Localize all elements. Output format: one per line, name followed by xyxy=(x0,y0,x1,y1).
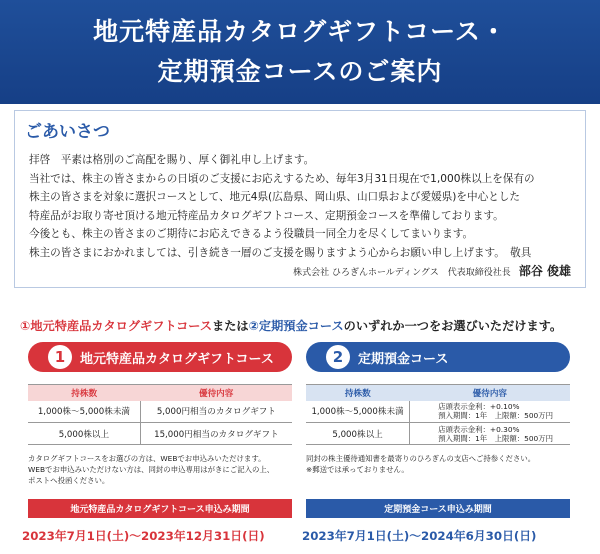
col-shares: 持株数 xyxy=(28,385,140,401)
course2-title-pill xyxy=(306,342,570,372)
course2-title: 定期預金コース xyxy=(358,351,449,367)
greeting-line: 当社では、株主の皆さまからの日頃のご支援にお応えするため、毎年3月31日現在で1,000株以上を保有の xyxy=(29,172,535,185)
benefit-cell: 5,000円相当のカタログギフト xyxy=(140,401,292,423)
course2-benefit-table xyxy=(306,384,570,445)
subhead-course2: ②定期預金コース xyxy=(248,319,344,333)
rate-text: 店頭表示金利：+0.10% xyxy=(438,402,520,412)
col-benefit: 優待内容 xyxy=(410,385,570,401)
note-line: ※郵送では承っておりません。 xyxy=(306,465,409,474)
term-limit-text: 預入期間：1年 上限額：500万円 xyxy=(438,411,554,421)
greeting-line: 株主の皆さまにおかれましては、引き続き一層のご支援を賜りますよう心からお願い申し上げます。 敬具 xyxy=(29,246,532,259)
subhead-tail: のいずれか一つをお選びいただけます。 xyxy=(343,319,563,333)
course1-title-pill xyxy=(28,342,292,372)
signature xyxy=(293,262,571,279)
shares-cell: 5,000株以上 xyxy=(28,423,140,445)
company-name: 株式会社 ひろぎんホールディングス 代表取締役社長 xyxy=(293,268,511,278)
course1-title: 地元特産品カタログギフトコース xyxy=(80,351,274,367)
table-header-row xyxy=(306,385,570,401)
greeting-title: ごあいさつ xyxy=(25,122,110,142)
note-line: カタログギフトコースをお選びの方は、WEBでお申込みいただけます。 xyxy=(28,454,266,463)
course1-number-badge: 1 xyxy=(48,345,72,369)
col-shares: 持株数 xyxy=(306,385,410,401)
course-selection-heading xyxy=(20,317,590,334)
shares-cell: 5,000株以上 xyxy=(306,423,410,445)
header-title-line1: 地元特産品カタログギフトコース・ xyxy=(93,17,507,46)
note-line: 同封の株主優待通知書を最寄りのひろぎんの支店へご持参ください。 xyxy=(306,454,536,463)
greeting-body xyxy=(29,151,577,263)
header-banner xyxy=(0,0,600,104)
course2-period-label: 定期預金コース申込み期間 xyxy=(306,499,570,518)
course2-period-dates: 2023年7月1日(土)～2024年6月30日(日) xyxy=(302,529,537,543)
greeting-line: 今後とも、株主の皆さまのご期待にお応えできるよう役職員一同全力を尽くしてまいります。 xyxy=(29,228,474,241)
course2-number-badge: 2 xyxy=(326,345,350,369)
course1-notes xyxy=(28,453,292,486)
course2-notes xyxy=(306,453,570,475)
benefit-cell xyxy=(410,423,570,445)
table-row xyxy=(28,401,292,423)
note-line: ポストへ投函ください。 xyxy=(28,476,110,485)
header-title-line2: 定期預金コースのご案内 xyxy=(157,57,443,86)
rate-text: 店頭表示金利：+0.30% xyxy=(438,424,520,434)
table-row xyxy=(306,423,570,445)
table-header-row xyxy=(28,385,292,401)
benefit-cell xyxy=(410,401,570,423)
shares-cell: 1,000株～5,000株未満 xyxy=(28,401,140,423)
table-row xyxy=(306,401,570,423)
course1-period-label: 地元特産品カタログギフトコース申込み期間 xyxy=(28,499,292,518)
president-name: 部谷 俊雄 xyxy=(518,264,571,278)
shares-cell: 1,000株～5,000株未満 xyxy=(306,401,410,423)
course1-period-dates: 2023年7月1日(土)～2023年12月31日(日) xyxy=(22,529,265,543)
note-line: WEBでお申込みいただけない方は、同封の申込専用はがきにご記入の上、 xyxy=(28,465,275,474)
subhead-course1: ①地元特産品カタログギフトコース xyxy=(20,319,213,333)
term-limit-text: 預入期間：1年 上限額：500万円 xyxy=(438,433,554,443)
table-row xyxy=(28,423,292,445)
subhead-or: または xyxy=(212,319,249,333)
greeting-line: 拝啓 平素は格別のご高配を賜り、厚く御礼申し上げます。 xyxy=(29,154,315,166)
course2-section xyxy=(306,342,570,475)
course1-benefit-table xyxy=(28,384,292,445)
greeting-box xyxy=(14,110,586,288)
greeting-line: 株主の皆さまを対象に選択コースとして、地元4県(広島県、岡山県、山口県および愛媛県)を中心とした xyxy=(29,191,520,204)
col-benefit: 優待内容 xyxy=(140,385,292,401)
course1-section xyxy=(28,342,292,486)
greeting-line: 特産品がお取り寄せ頂ける地元特産品カタログギフトコース、定期預金コースを準備しております。 xyxy=(29,209,504,222)
benefit-cell: 15,000円相当のカタログギフト xyxy=(140,423,292,445)
